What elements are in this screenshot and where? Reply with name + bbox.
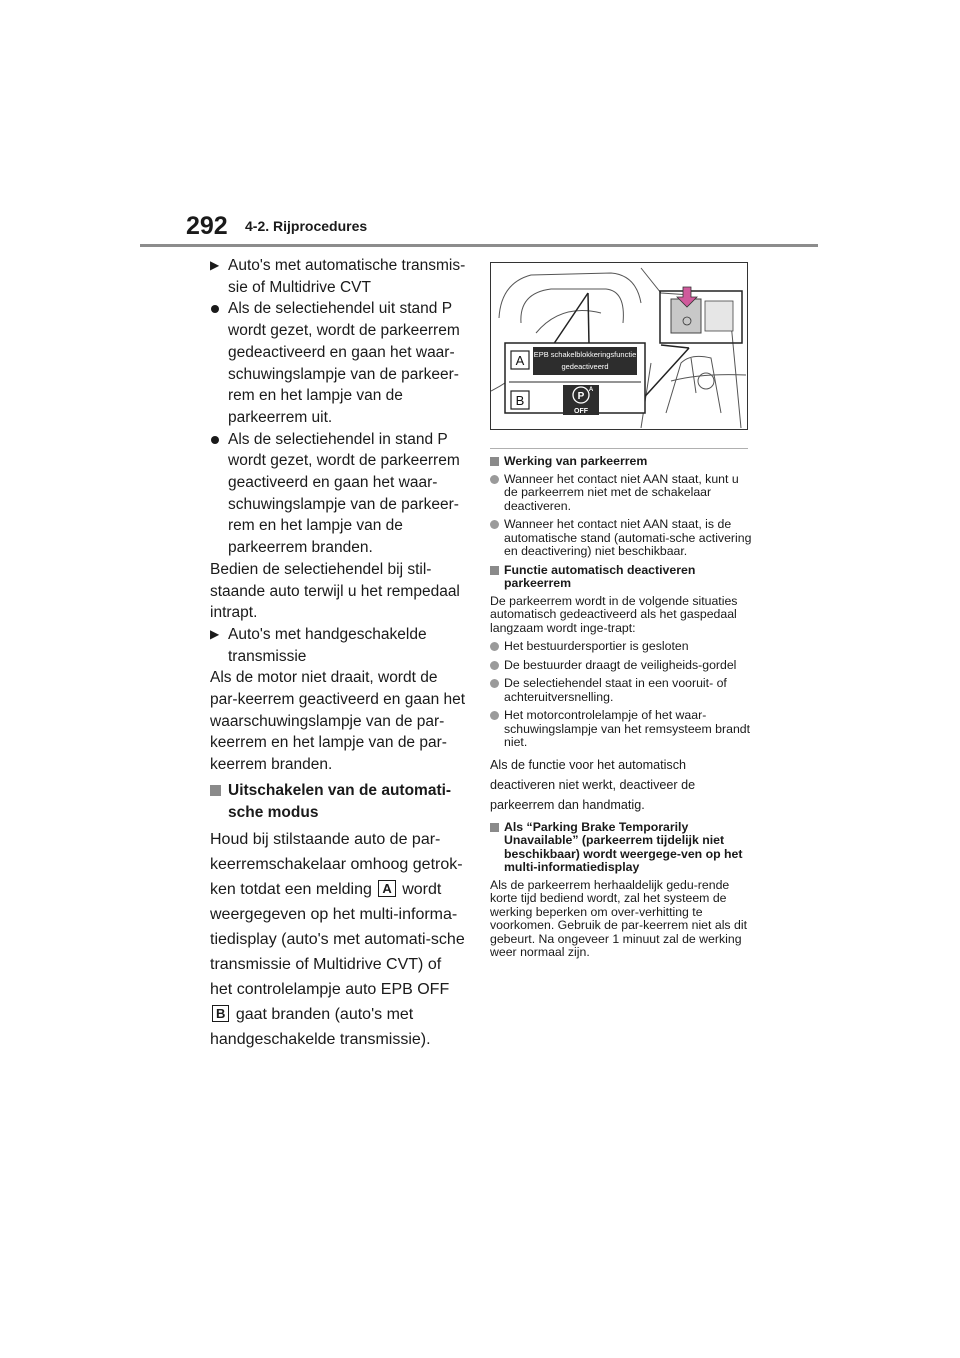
paragraph: Als de functie voor het automatisch deactiveren niet werkt, deactiveer de parkeerrem dan handmatig. <box>490 757 696 812</box>
bullet-text: Wanneer het contact niet AAN staat, is de automatische stand (automati-sche activering en deactivering) niet beschikbaar. <box>504 517 752 558</box>
heading-auto-mode-text: Uitschakelen van de automati-sche modus <box>228 781 452 821</box>
paragraph: Als de parkeerrem herhaaldelijk gedu-rende korte tijd bediend wordt, zal het systeem de werking beperken om over-verhitting te voorkomen. Gebruik de par-keerrem niet als dit gebeurt. Na ongeveer 1 minuut zal de werking weer normaal zijn. <box>490 877 747 959</box>
epb-icon-superscript: A <box>588 387 594 393</box>
display-message-line2: gedeactiveerd <box>561 362 609 371</box>
bullet-text: Als de selectiehendel in stand P wordt gezet, wordt de parkeerrem geactiveerd en gaan het waar-schuwingslampje van de parkeer-rem en het lampje van de parkeerrem branden. <box>228 430 460 557</box>
bullet-text: De selectiehendel staat in een vooruit- of achteruitversnelling. <box>504 676 727 704</box>
bullet-text: Wanneer het contact niet AAN staat, kunt u de parkeerrem niet met de schakelaar deactiveren. <box>504 471 739 513</box>
display-message-line1: EPB schakelblokkeringsfunctie <box>533 350 637 359</box>
triangle-marker-icon: ▶ <box>210 626 220 641</box>
bullet-text: Het motorcontrolelampje of het waar-schuwingslampje van het remsysteem brandt niet. <box>504 708 751 749</box>
bullet-item <box>490 677 752 704</box>
triangle-marker-icon: ▶ <box>210 258 220 272</box>
heading-brake-operation-text: Werking van parkeerrem <box>504 454 648 468</box>
heading-auto-release <box>490 564 752 591</box>
header-rule <box>140 244 818 247</box>
figure-label-a: A <box>515 353 525 368</box>
square-marker-icon <box>490 566 499 575</box>
heading-brake-operation <box>490 455 752 469</box>
subsection-manual-transmission <box>210 624 466 667</box>
bullet-item <box>490 709 752 750</box>
subsection-auto-transmission <box>210 255 466 298</box>
bullet-text: Als de selectiehendel uit stand P wordt gezet, wordt de parkeerrem gedeactiveerd en gaan het waar-schuwingslampje van de parkeer-rem en het lampje van de parkeerrem uit. <box>228 300 460 426</box>
bullet-icon <box>490 520 499 529</box>
heading-auto-mode <box>210 780 466 824</box>
bullet-item <box>210 429 466 559</box>
bullet-item <box>490 659 752 673</box>
figure-label-b: B <box>515 393 525 408</box>
epb-icon-letter: P <box>577 391 585 402</box>
body-text-part3: gaat branden (auto's met handgeschakelde transmissie). <box>210 1005 431 1048</box>
subsection-auto-transmission-text: Auto's met automatische transmis-sie of Multidrive CVT <box>228 257 466 296</box>
bullet-icon <box>490 679 499 688</box>
page-number: 292 <box>186 212 228 240</box>
bullet-icon <box>490 642 499 651</box>
bullet-item <box>490 640 752 654</box>
body-text-part1: Houd bij stilstaande auto de par-keerremschakelaar omhoog getrok-ken totdat een melding <box>210 830 463 898</box>
bullet-text: De bestuurder draagt de veiligheids-gordel <box>504 657 737 672</box>
bullet-item <box>210 298 466 428</box>
body-text-part2: wordt weergegeven op het multi-informa-tiedisplay (auto's met automati-sche transmissie of Multidrive CVT) of het controlelampje auto EPB OFF <box>210 880 465 998</box>
dashboard-drawing <box>491 263 746 428</box>
label-a-box: A <box>378 880 395 897</box>
heading-temporarily-unavailable-text: Als “Parking Brake Temporarily Unavailable” (parkeerrem tijdelijk niet beschikbaar) wordt weergege-ven op het multi-informatiedisplay <box>504 819 743 874</box>
section-title: 4-2. Rijprocedures <box>245 218 368 234</box>
square-marker-icon <box>490 823 499 832</box>
bullet-item <box>490 473 752 514</box>
paragraph: De parkeerrem wordt in de volgende situaties automatisch gedeactiveerd als het gaspedaal langzaam wordt inge-trapt: <box>490 593 738 635</box>
figure-rule <box>490 448 748 449</box>
left-column <box>210 255 466 1052</box>
paragraph: Als de motor niet draait, wordt de par-keerrem geactiveerd en gaan het waarschuwingslampje van de par-keerrem en het lampje van de par-keerrem branden. <box>210 669 466 774</box>
bullet-icon <box>490 711 499 720</box>
subsection-manual-transmission-text: Auto's met handgeschakelde transmissie <box>228 625 427 665</box>
body-text <box>210 827 466 1052</box>
square-marker-icon <box>490 457 499 466</box>
dashboard-illustration <box>490 262 748 430</box>
right-column <box>490 455 752 965</box>
bullet-text: Het bestuurdersportier is gesloten <box>504 639 689 653</box>
heading-auto-release-text: Functie automatisch deactiveren parkeerrem <box>504 562 696 590</box>
bullet-icon <box>490 661 499 670</box>
square-marker-icon <box>210 785 221 796</box>
bullet-item <box>490 518 752 559</box>
bullet-icon <box>211 305 219 313</box>
bullet-icon <box>490 475 499 484</box>
bullet-icon <box>211 436 219 444</box>
heading-temporarily-unavailable <box>490 821 752 875</box>
paragraph: Bedien de selectiehendel bij stil-staande auto terwijl u het rempedaal intrapt. <box>210 560 460 622</box>
epb-off-text: OFF <box>574 408 588 415</box>
label-b-box: B <box>212 1005 229 1022</box>
